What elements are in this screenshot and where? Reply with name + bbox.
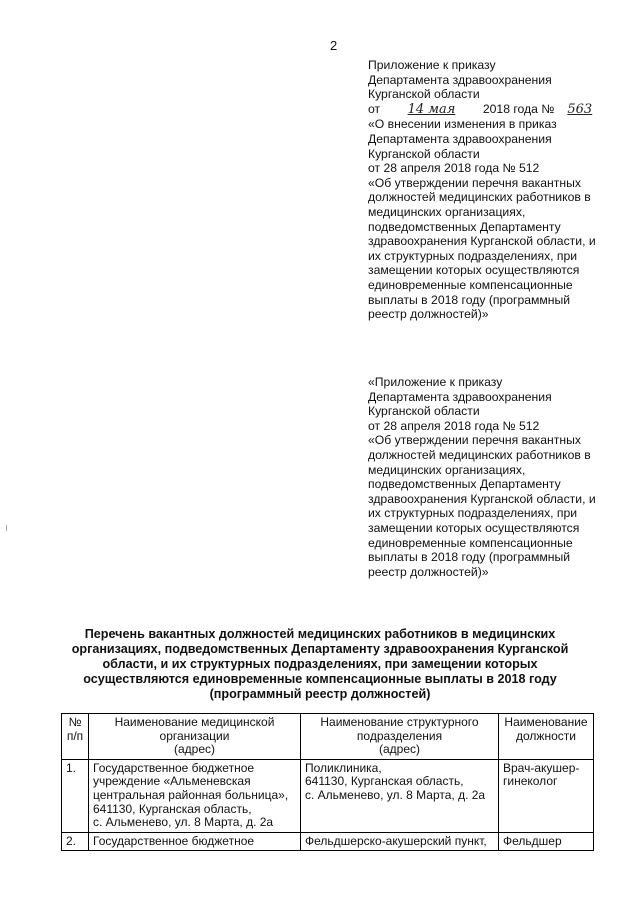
appendix-line: медицинских организациях, xyxy=(368,204,526,219)
cell-text: гинеколог xyxy=(503,774,558,789)
table-header-row xyxy=(62,714,594,760)
header-organization xyxy=(89,714,301,760)
header-text: подразделения xyxy=(356,728,443,743)
header-unit xyxy=(301,714,499,760)
appendix-line: реестр должностей)» xyxy=(368,564,489,579)
page-number: 2 xyxy=(330,38,338,53)
table-row xyxy=(62,832,594,851)
header-number xyxy=(62,714,89,760)
appendix-line: «Об утверждении перечня вакантных xyxy=(368,433,581,448)
cell-text: 641130, Курганская область, xyxy=(93,801,252,816)
appendix-line: должностей медицинских работников в xyxy=(368,190,591,205)
appendix-line: их структурных подразделениях, при xyxy=(368,248,578,263)
row-number: 1. xyxy=(62,759,89,832)
title-line: организациях, подведомственных Департаменту здравоохранения Курганской xyxy=(71,642,569,656)
document-title xyxy=(70,627,570,702)
appendix-line: «О внесении изменения в приказ xyxy=(368,117,557,132)
cell-text: Фельдшер xyxy=(503,833,562,848)
appendix-line: от 28 апреля 2018 года № 512 xyxy=(368,161,540,176)
appendix-line: выплаты в 2018 году (программный xyxy=(368,292,571,307)
appendix-line: подведомственных Департаменту xyxy=(368,219,561,234)
cell-text: 641130, Курганская область, xyxy=(305,774,464,789)
row-organization xyxy=(89,832,301,851)
row-position xyxy=(499,759,594,832)
title-line: осуществляются единовременные компенсационные выплаты в 2018 году xyxy=(83,672,557,686)
header-text: должности xyxy=(516,728,576,743)
appendix-line: их структурных подразделениях, при xyxy=(368,506,578,521)
appendix-header-block xyxy=(368,58,630,322)
header-text: (адрес) xyxy=(173,742,215,757)
appendix-line: Приложение к приказу xyxy=(368,58,496,72)
cell-text: центральная районная больница», xyxy=(93,787,289,802)
appendix-line: здравоохранения Курганской области, и xyxy=(368,234,596,249)
cell-text: Государственное бюджетное xyxy=(93,760,255,775)
appendix-line: медицинских организациях, xyxy=(368,462,526,477)
header-text: Наименование медицинской xyxy=(114,715,275,729)
header-text: Наименование структурного xyxy=(320,715,479,729)
appendix-line: Департамента здравоохранения xyxy=(368,72,552,87)
appendix-line: Курганской области xyxy=(368,404,480,419)
date-prefix: от xyxy=(368,101,381,116)
header-text: № xyxy=(68,715,82,729)
title-line: Перечень вакантных должностей медицинских работников в медицинских xyxy=(84,627,556,641)
appendix-line: замещении которых осуществляются xyxy=(368,520,580,535)
margin-mark xyxy=(6,525,7,531)
appendix-line: единовременные компенсационные xyxy=(368,277,573,292)
appendix-line: Курганской области xyxy=(368,87,480,102)
header-position xyxy=(499,714,594,760)
row-unit xyxy=(301,832,499,851)
positions-table xyxy=(61,713,594,851)
handwritten-date: 14 мая xyxy=(407,101,456,117)
appendix-line: от 28 апреля 2018 года № 512 xyxy=(368,418,540,433)
appendix-line: подведомственных Департаменту xyxy=(368,477,561,492)
appendix-line: реестр должностей)» xyxy=(368,307,489,322)
appendix-line: «Об утверждении перечня вакантных xyxy=(368,175,581,190)
appendix-line: должностей медицинских работников в xyxy=(368,447,591,462)
date-suffix: 2018 года № xyxy=(482,101,555,116)
header-text: организации xyxy=(159,728,230,743)
handwritten-order-number: 563 xyxy=(567,101,593,117)
cell-text: с. Альменево, ул. 8 Марта, д. 2а xyxy=(305,787,486,802)
title-line: области, и их структурных подразделениях, при замещении которых xyxy=(102,657,538,671)
cell-text: Поликлиника, xyxy=(305,760,382,775)
appendix-line: замещении которых осуществляются xyxy=(368,263,580,278)
appendix-line: выплаты в 2018 году (программный xyxy=(368,550,571,565)
title-line: (программный реестр должностей) xyxy=(209,687,431,701)
appendix-line: здравоохранения Курганской области, и xyxy=(368,491,596,506)
row-position xyxy=(499,832,594,851)
header-text: Наименование xyxy=(504,715,588,729)
header-text: п/п xyxy=(66,728,84,743)
appendix-line: Департамента здравоохранения xyxy=(368,131,552,146)
appendix-line: «Приложение к приказу xyxy=(368,375,503,389)
table-row xyxy=(62,759,594,832)
row-organization xyxy=(89,759,301,832)
appendix-quoted-block xyxy=(368,375,630,579)
header-text: (адрес) xyxy=(378,742,420,757)
cell-text: Врач-акушер- xyxy=(503,760,580,775)
cell-text: с. Альменево, ул. 8 Марта, д. 2а xyxy=(93,815,274,830)
appendix-line: Департамента здравоохранения xyxy=(368,389,552,404)
appendix-date-line xyxy=(368,102,630,118)
appendix-line: единовременные компенсационные xyxy=(368,535,573,550)
row-number: 2. xyxy=(62,832,89,851)
cell-text: Фельдшерско-акушерский пункт, xyxy=(305,833,487,848)
cell-text: учреждение «Альменевская xyxy=(93,774,251,789)
row-unit xyxy=(301,759,499,832)
cell-text: Государственное бюджетное xyxy=(93,833,255,848)
appendix-line: Курганской области xyxy=(368,146,480,161)
